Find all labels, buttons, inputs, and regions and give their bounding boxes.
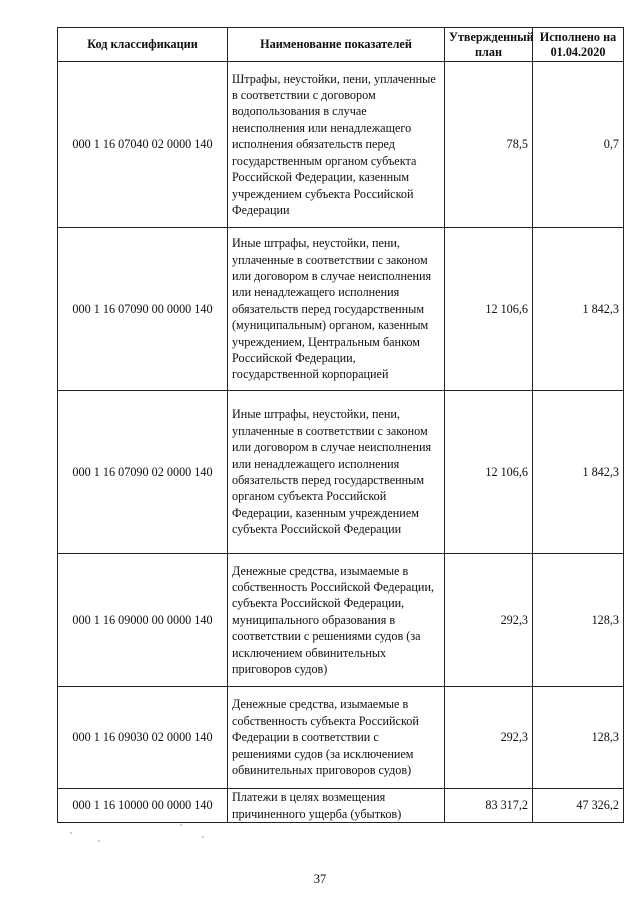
row-code: 000 1 16 07040 02 0000 140 — [58, 62, 228, 228]
scan-noise — [60, 820, 220, 850]
budget-execution-table — [57, 27, 624, 823]
table-row — [58, 789, 624, 823]
row-executed: 1 842,3 — [533, 391, 624, 554]
table-row — [58, 687, 624, 789]
row-plan: 12 106,6 — [445, 391, 533, 554]
row-plan: 12 106,6 — [445, 228, 533, 391]
row-executed: 1 842,3 — [533, 228, 624, 391]
row-plan: 83 317,2 — [445, 789, 533, 823]
row-executed: 128,3 — [533, 554, 624, 687]
row-code: 000 1 16 09000 00 0000 140 — [58, 554, 228, 687]
header-executed: Исполнено на 01.04.2020 — [533, 28, 624, 62]
header-name: Наименование показателей — [228, 28, 445, 62]
row-code: 000 1 16 10000 00 0000 140 — [58, 789, 228, 823]
row-executed: 47 326,2 — [533, 789, 624, 823]
row-plan: 292,3 — [445, 554, 533, 687]
row-name: Штрафы, неустойки, пени, уплаченные в соответствии с договором водопользования в случае неисполнения или ненадлежащего исполнения обязательств перед государственным органом субъекта Российской Федерации, казенным учреждением субъекта Российской Федерации — [228, 62, 445, 228]
row-plan: 78,5 — [445, 62, 533, 228]
header-plan: Утвержденный план — [445, 28, 533, 62]
header-code: Код классификации — [58, 28, 228, 62]
row-plan: 292,3 — [445, 687, 533, 789]
row-name: Денежные средства, изымаемые в собственность Российской Федерации, субъекта Российской Федерации, муниципального образования в соответствии с решениями судов (за исключением обвинительных приговоров судов) — [228, 554, 445, 687]
table-row — [58, 228, 624, 391]
row-code: 000 1 16 07090 00 0000 140 — [58, 228, 228, 391]
row-code: 000 1 16 09030 02 0000 140 — [58, 687, 228, 789]
row-name: Иные штрафы, неустойки, пени, уплаченные в соответствии с законом или договором в случае неисполнения или ненадлежащего исполнения обязательств перед государственным органом субъекта Российской Федерации, казенным учреждением субъекта Российской Федерации — [228, 391, 445, 554]
row-name: Платежи в целях возмещения причиненного ущерба (убытков) — [228, 789, 445, 823]
table-row — [58, 62, 624, 228]
row-name: Иные штрафы, неустойки, пени, уплаченные в соответствии с законом или договором в случае неисполнения или ненадлежащего исполнения обязательств перед государственным (муниципальным) органом, казенным учреждением, Центральным банком Российской Федерации, государственной корпорацией — [228, 228, 445, 391]
row-executed: 128,3 — [533, 687, 624, 789]
table-header-row — [58, 28, 624, 62]
table-row — [58, 554, 624, 687]
row-executed: 0,7 — [533, 62, 624, 228]
row-code: 000 1 16 07090 02 0000 140 — [58, 391, 228, 554]
row-name: Денежные средства, изымаемые в собственность субъекта Российской Федерации в соответствии с решениями судов (за исключением обвинительных приговоров судов) — [228, 687, 445, 789]
table-row — [58, 391, 624, 554]
page-number: 37 — [313, 872, 327, 886]
